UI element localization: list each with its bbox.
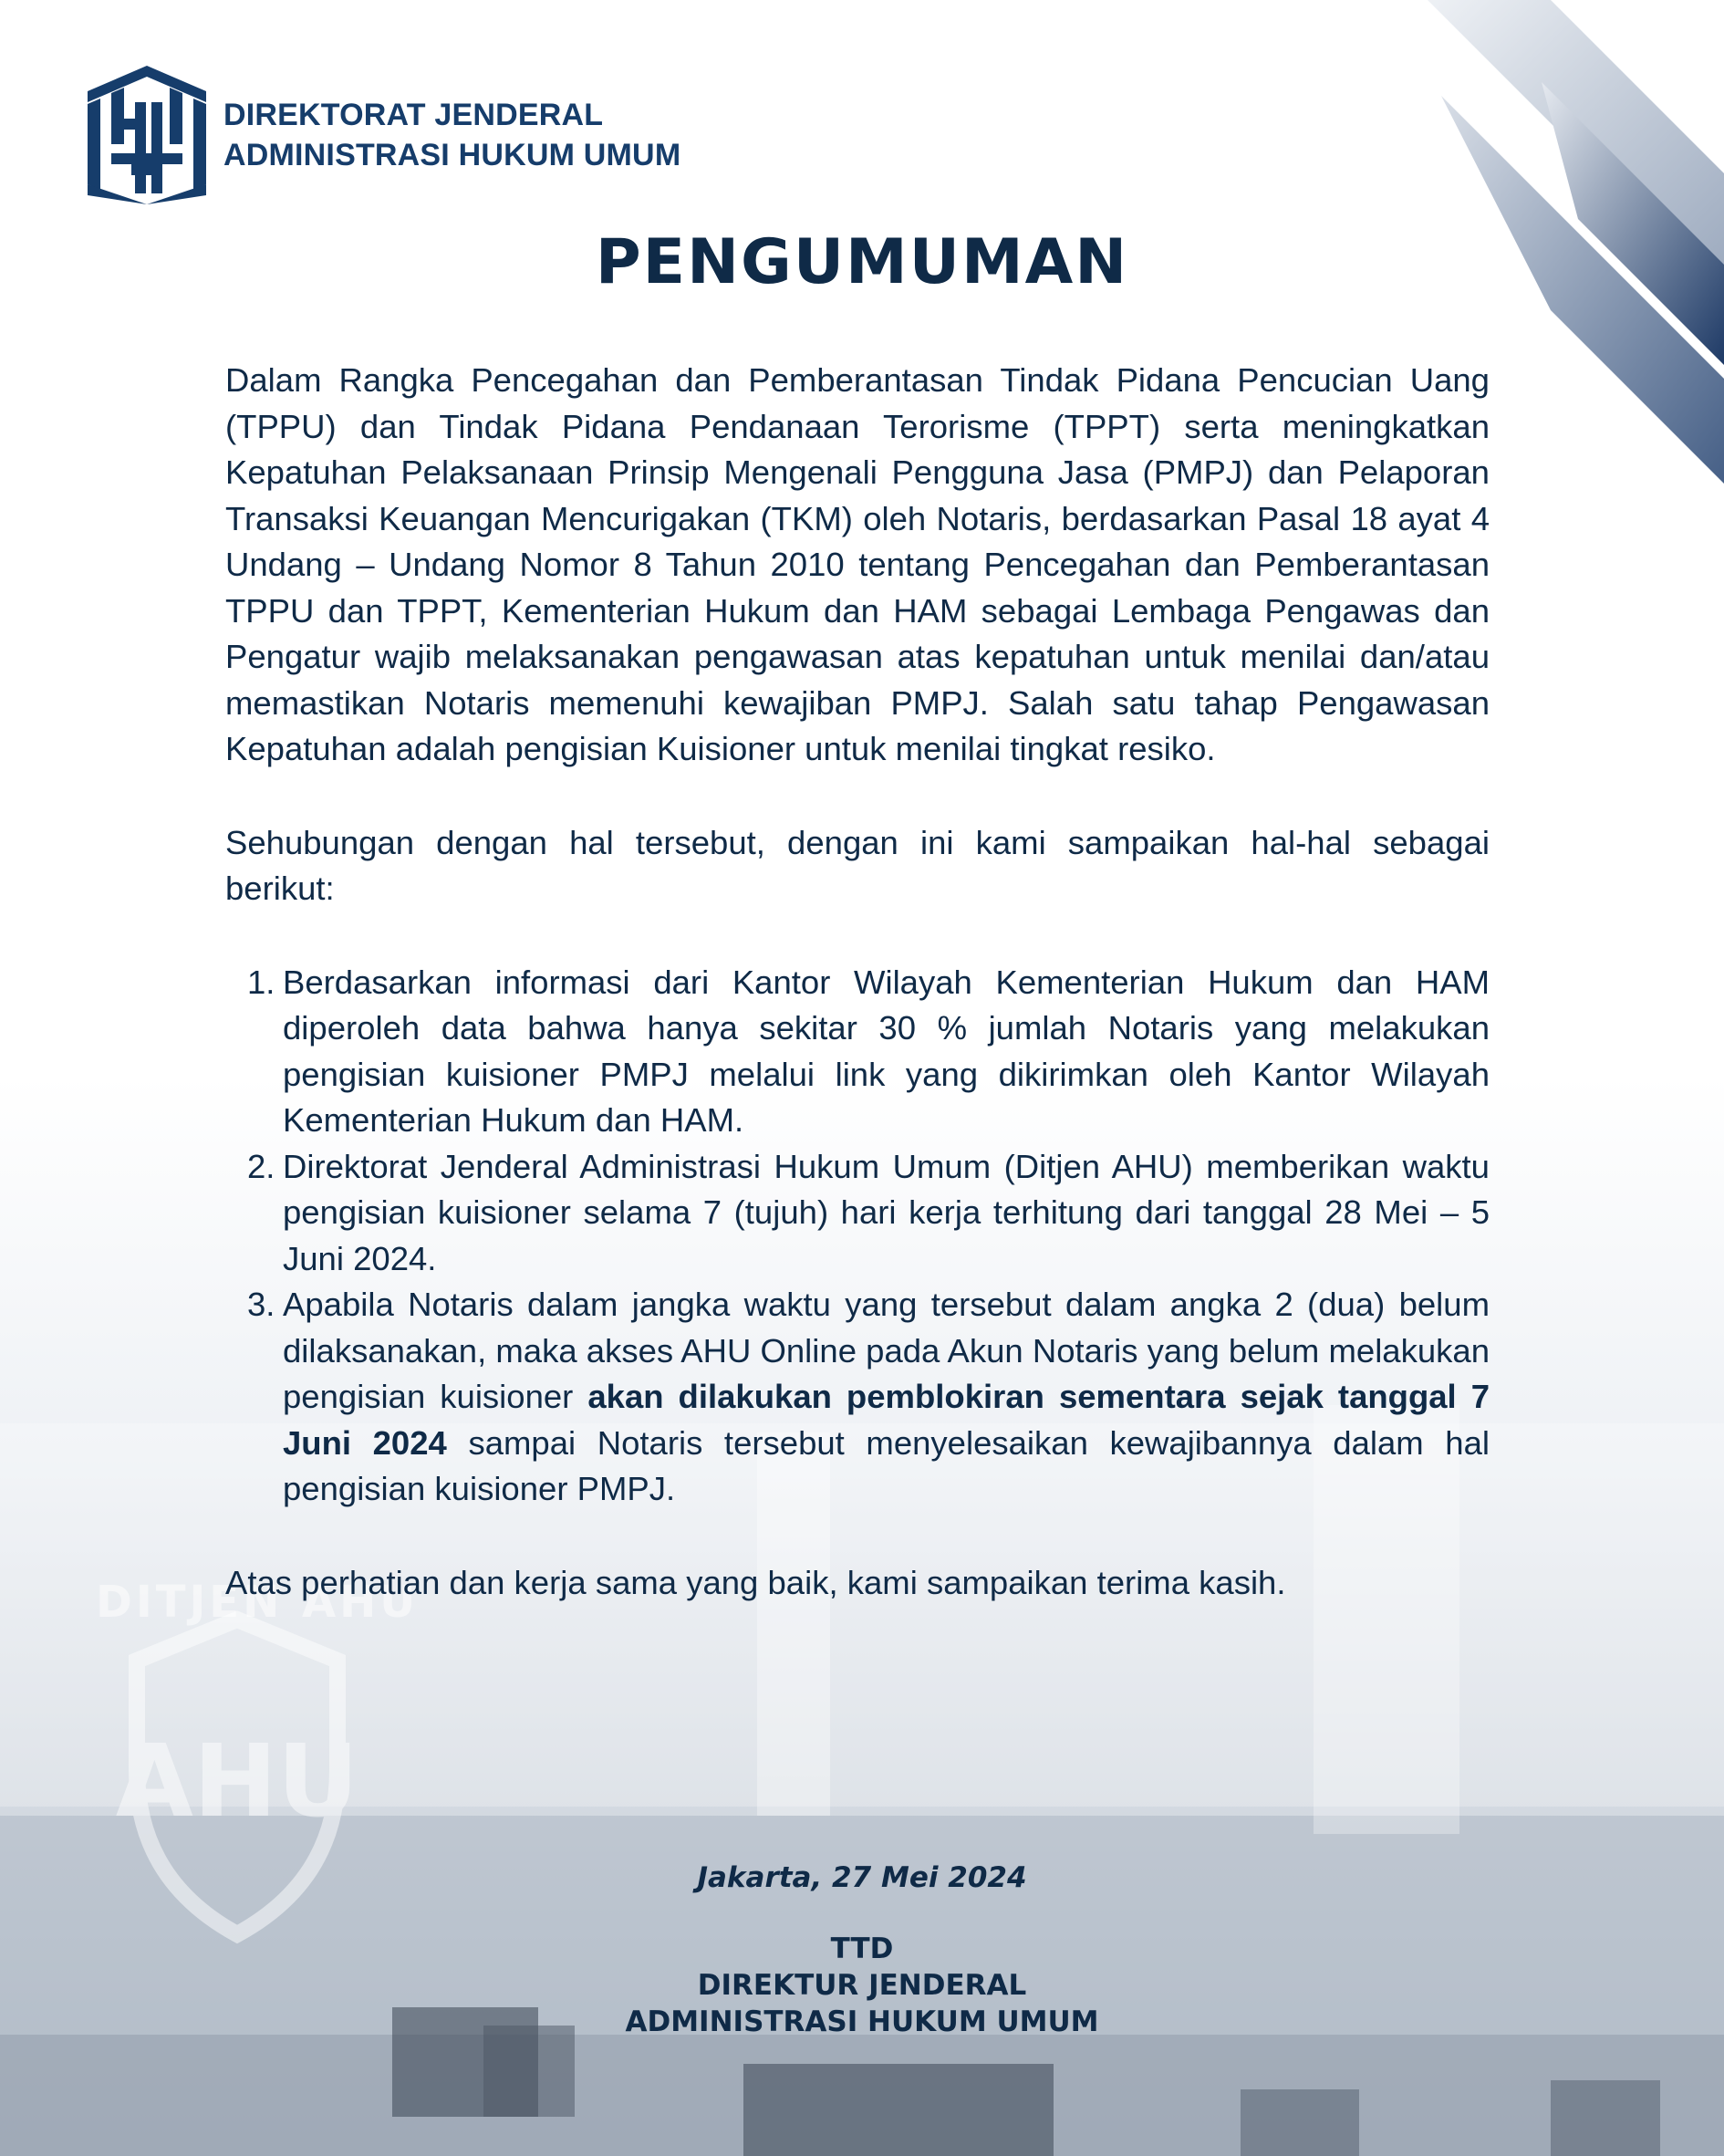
list-item-text: Direktorat Jenderal Administrasi Hukum Umum (Ditjen AHU) memberikan waktu pengisian kuisioner selama 7 (tujuh) hari kerja terhitung dari tanggal 28 Mei – 5 Juni 2024. — [283, 1147, 1490, 1277]
announcement-title: PENGUMUMAN — [595, 226, 1129, 298]
list-item-number: 2. — [247, 1147, 275, 1185]
signature-block — [0, 1859, 1724, 2040]
svg-text:AHU: AHU — [115, 1723, 359, 1839]
signatory-position-line2: ADMINISTRASI HUKUM UMUM — [625, 2005, 1099, 2038]
organization-name-line1: DIREKTORAT JENDERAL — [223, 98, 604, 132]
closing-paragraph: Atas perhatian dan kerja sama yang baik, kami sampaikan terima kasih. — [225, 1563, 1286, 1601]
svg-text:DITJEN AHU: DITJEN AHU — [96, 1577, 420, 1628]
list-item-text: Berdasarkan informasi dari Kantor Wilayah Kementerian Hukum dan HAM diperoleh data bahwa hanya sekitar 30 % jumlah Notaris yang melakukan pengisian kuisioner PMPJ melalui link yang dikirimkan oleh Kantor Wilayah Kementerian Hukum dan HAM. — [283, 963, 1490, 1139]
list-item-emphasis: akan dilakukan pemblokiran sementara sejak tanggal 7 Juni 2024 — [283, 1378, 1490, 1462]
list-item — [225, 1144, 1490, 1283]
organization-name-line2: ADMINISTRASI HUKUM UMUM — [223, 138, 681, 172]
transition-paragraph: Sehubungan dengan hal tersebut, dengan ini kami sampaikan hal-hal sebagai berikut: — [225, 823, 1490, 907]
signature-mark: TTD — [830, 1932, 894, 1965]
announcement-body — [225, 358, 1490, 1606]
points-list — [225, 960, 1490, 1513]
place-date: Jakarta, 27 Mei 2024 — [697, 1861, 1027, 1894]
list-item — [225, 960, 1490, 1144]
photo-chair — [1551, 2080, 1660, 2156]
photo-chair — [1241, 2089, 1359, 2156]
intro-paragraph: Dalam Rangka Pencegahan dan Pemberantasan Tindak Pidana Pencucian Uang (TPPU) dan Tindak Pidana Pendanaan Terorisme (TPPT) serta meningkatkan Kepatuhan Pelaksanaan Prinsip Mengenali Pengguna Jasa (PMPJ) dan Pelaporan Transaksi Keuangan Mencurigakan (TKM) oleh Notaris, berdasarkan Pasal 18 ayat 4 Undang – Undang Nomor 8 Tahun 2010 tentang Pencegahan dan Pemberantasan TPPU dan TPPT, Kementerian Hukum dan HAM sebagai Lembaga Pengawas dan Pengatur wajib melaksanakan pengawasan atas kepatuhan untuk menilai dan/atau memastikan Notaris memenuhi kewajiban PMPJ. Salah satu tahap Pengawasan Kepatuhan adalah pengisian Kuisioner untuk menilai tingkat resiko. — [225, 361, 1490, 767]
list-item-text: Apabila Notaris dalam jangka waktu yang tersebut dalam angka 2 (dua) belum dilaksanakan, maka akses AHU Online pada Akun Notaris yang belum melakukan pengisian kuisioner — [283, 1286, 1490, 1415]
ahu-logo-icon — [88, 66, 206, 204]
organization-name — [223, 95, 680, 175]
signatory-position-line1: DIREKTUR JENDERAL — [697, 1969, 1027, 2002]
list-item-number: 1. — [247, 963, 275, 1001]
list-item — [225, 1282, 1490, 1513]
photo-monitor — [743, 2064, 1054, 2156]
list-item-text-end: sampai Notaris tersebut menyelesaikan kewajibannya dalam hal pengisian kuisioner PMPJ. — [283, 1423, 1490, 1507]
list-item-number: 3. — [247, 1286, 275, 1323]
